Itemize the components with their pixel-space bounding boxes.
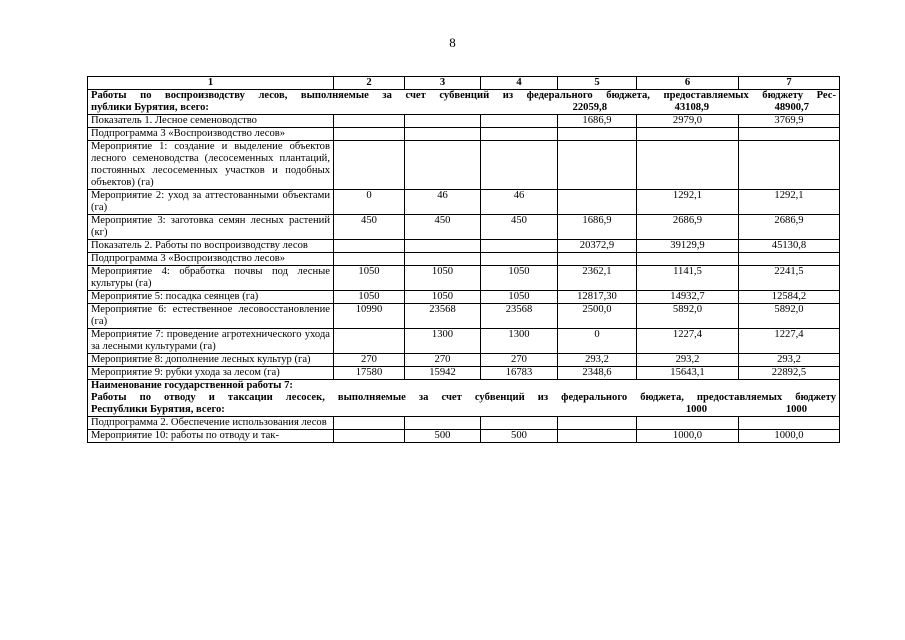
section-total: 48900,7 [774,102,809,113]
row-value [481,417,558,430]
row-value: 1300 [405,329,481,354]
table-row [88,128,840,141]
section-total: 43108,9 [674,102,709,113]
row-value: 1050 [481,266,558,291]
section-line: Работы по отводу и таксации лесосек, выполняемые за счет субвенций из федерального бюджета, предоставляемых бюджету [91,392,836,403]
data-table [87,76,840,443]
table-row [88,291,840,304]
row-value: 1227,4 [637,329,739,354]
row-value: 10990 [334,304,405,329]
row-label: Мероприятие 4: обработка почвы под лесные культуры (га) [88,266,334,291]
section-total: 22059,8 [572,102,607,113]
row-label: Мероприятие 1: создание и выделение объектов лесного семеноводства (лесосеменных плантаций, постоянных лесосеменных участков и подобных объектов) (га) [88,141,334,190]
table-row [88,354,840,367]
row-label: Подпрограмма 2. Обеспечение использования лесов [88,417,334,430]
row-value: 293,2 [739,354,840,367]
row-value [405,253,481,266]
row-label: Показатель 1. Лесное семеноводство [88,115,334,128]
row-value: 1050 [334,291,405,304]
row-value: 2241,5 [739,266,840,291]
column-header: 6 [637,77,739,90]
header-row [88,77,840,90]
row-value [558,253,637,266]
row-value: 2686,9 [739,215,840,240]
row-value [481,253,558,266]
row-label: Мероприятие 5: посадка сеянцев (га) [88,291,334,304]
row-value: 2500,0 [558,304,637,329]
row-label: Мероприятие 7: проведение агротехнического ухода за лесными культурами (га) [88,329,334,354]
row-value: 23568 [481,304,558,329]
row-value: 1686,9 [558,115,637,128]
table-row [88,304,840,329]
section-line: Работы по воспроизводству лесов, выполняемые за счет субвенций из федерального бюджета, предоставляемых бюджету Рес- [91,90,836,101]
row-value: 270 [405,354,481,367]
row-value [405,240,481,253]
row-label: Мероприятие 3: заготовка семян лесных растений (кг) [88,215,334,240]
row-value: 1141,5 [637,266,739,291]
row-value: 17580 [334,367,405,380]
row-value [558,128,637,141]
column-header: 1 [88,77,334,90]
row-value: 20372,9 [558,240,637,253]
row-value: 15643,1 [637,367,739,380]
row-value [405,141,481,190]
row-label: Подпрограмма 3 «Воспроизводство лесов» [88,128,334,141]
row-value [334,329,405,354]
section-label: публики Бурятия, всего: [91,102,209,113]
row-value [481,128,558,141]
row-value [334,240,405,253]
table-row [88,417,840,430]
row-label: Мероприятие 10: работы по отводу и так- [88,430,334,443]
row-value [558,190,637,215]
table-row [88,266,840,291]
row-value: 0 [334,190,405,215]
table-row [88,329,840,354]
section-line: Наименование государственной работы 7: [91,380,293,391]
row-value: 1050 [405,266,481,291]
row-value: 500 [481,430,558,443]
row-value [481,141,558,190]
row-value: 1050 [481,291,558,304]
row-value: 450 [405,215,481,240]
row-value: 2362,1 [558,266,637,291]
column-header: 3 [405,77,481,90]
table-row [88,215,840,240]
row-value [739,417,840,430]
row-value: 1292,1 [739,190,840,215]
row-value: 2979,0 [637,115,739,128]
table-row [88,253,840,266]
row-value: 270 [334,354,405,367]
row-value [405,417,481,430]
section-total: 1000 [685,404,707,415]
row-value: 39129,9 [637,240,739,253]
row-value [481,240,558,253]
row-value [739,128,840,141]
row-value: 12584,2 [739,291,840,304]
row-value [334,115,405,128]
row-value [739,253,840,266]
row-value [558,141,637,190]
row-value [334,141,405,190]
row-value: 1292,1 [637,190,739,215]
row-value: 45130,8 [739,240,840,253]
section-label: Республики Бурятия, всего: [91,404,225,415]
row-value: 293,2 [637,354,739,367]
row-value: 1000,0 [739,430,840,443]
column-header: 7 [739,77,840,90]
row-value [405,128,481,141]
row-value: 14932,7 [637,291,739,304]
page-number: 8 [449,35,456,50]
row-value: 22892,5 [739,367,840,380]
row-label: Показатель 2. Работы по воспроизводству лесов [88,240,334,253]
table-row [88,190,840,215]
row-value: 15942 [405,367,481,380]
row-value [637,128,739,141]
row-label: Мероприятие 8: дополнение лесных культур (га) [88,354,334,367]
row-label: Мероприятие 6: естественное лесовосстановление (га) [88,304,334,329]
row-value: 450 [481,215,558,240]
table-row [88,430,840,443]
row-value: 0 [558,329,637,354]
row-value: 293,2 [558,354,637,367]
row-label: Мероприятие 2: уход за аттестованными объектами (га) [88,190,334,215]
section-row [88,90,840,115]
column-header: 5 [558,77,637,90]
row-value [558,417,637,430]
row-value: 12817,30 [558,291,637,304]
row-value [405,115,481,128]
row-value: 16783 [481,367,558,380]
row-value: 1000,0 [637,430,739,443]
row-value: 46 [481,190,558,215]
row-value: 2686,9 [637,215,739,240]
column-header: 2 [334,77,405,90]
table-row [88,367,840,380]
row-label: Подпрограмма 3 «Воспроизводство лесов» [88,253,334,266]
section-cell [88,380,840,417]
row-value [637,253,739,266]
row-value [637,417,739,430]
row-value: 1300 [481,329,558,354]
row-value: 46 [405,190,481,215]
row-value: 270 [481,354,558,367]
row-value [334,417,405,430]
row-value: 5892,0 [739,304,840,329]
row-value [481,115,558,128]
row-value: 2348,6 [558,367,637,380]
table-row [88,115,840,128]
row-value: 3769,9 [739,115,840,128]
table-row [88,141,840,190]
row-value [558,430,637,443]
row-value [334,253,405,266]
row-value: 500 [405,430,481,443]
row-value: 1050 [405,291,481,304]
section-total: 1000 [785,404,807,415]
row-value [739,141,840,190]
row-value: 1227,4 [739,329,840,354]
row-value: 450 [334,215,405,240]
section-cell [88,90,840,115]
section-row [88,380,840,417]
row-value: 23568 [405,304,481,329]
row-value: 1050 [334,266,405,291]
row-value [334,430,405,443]
row-label: Мероприятие 9: рубки ухода за лесом (га) [88,367,334,380]
row-value: 1686,9 [558,215,637,240]
table-row [88,240,840,253]
row-value [334,128,405,141]
row-value: 5892,0 [637,304,739,329]
row-value [637,141,739,190]
column-header: 4 [481,77,558,90]
